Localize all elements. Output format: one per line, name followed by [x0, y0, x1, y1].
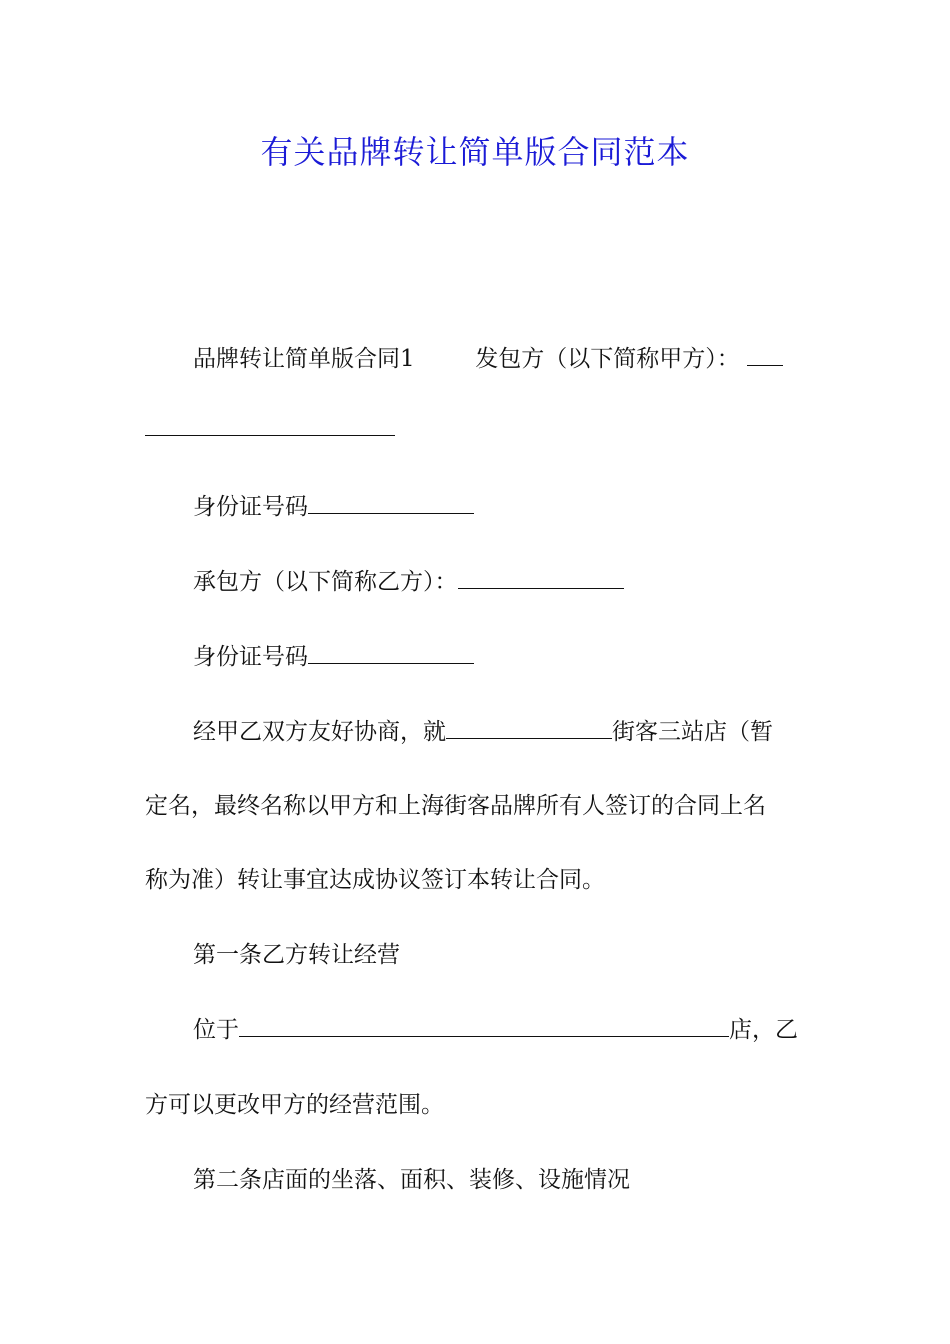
id-number-blank	[308, 491, 474, 514]
id-number-label: 身份证号码	[193, 494, 308, 520]
location-suffix: 店，乙	[729, 1017, 798, 1043]
paragraph-agreement	[145, 715, 853, 749]
party-a-blank-continued	[145, 412, 805, 446]
paragraph-party-b-id	[145, 640, 853, 674]
party-a-blank	[747, 343, 783, 366]
id-number-label: 身份证号码	[193, 644, 308, 670]
paragraph-agreement-cont: 定名，最终名称以甲方和上海街客品牌所有人签订的合同上名	[145, 793, 766, 819]
agreement-text-store: 街客三站店（暂	[612, 719, 773, 745]
article-2-heading: 第二条店面的坐落、面积、装修、设施情况	[193, 1167, 630, 1193]
id-number-blank	[308, 641, 474, 664]
paragraph-location-cont: 方可以更改甲方的经营范围。	[145, 1092, 444, 1118]
paragraph-party-b	[145, 565, 853, 599]
party-b-label: 承包方（以下简称乙方）：	[193, 569, 458, 595]
party-a-label: 发包方（以下简称甲方）：	[475, 346, 740, 372]
party-b-blank	[458, 566, 624, 589]
paragraph-contract-intro	[145, 342, 853, 376]
contract-number-label: 品牌转让简单版合同1	[193, 346, 415, 372]
agreement-text-start: 经甲乙双方友好协商，就	[193, 719, 446, 745]
paragraph-party-a-id	[145, 490, 853, 524]
blank-line	[145, 413, 395, 436]
paragraph-location	[145, 1013, 805, 1047]
store-name-blank	[446, 716, 612, 739]
location-blank	[239, 1014, 729, 1037]
article-1-heading: 第一条乙方转让经营	[193, 942, 400, 968]
paragraph-agreement-end: 称为准）转让事宜达成协议签订本转让合同。	[145, 867, 605, 893]
document-title: 有关品牌转让简单版合同范本	[260, 133, 690, 171]
location-label: 位于	[193, 1017, 239, 1043]
